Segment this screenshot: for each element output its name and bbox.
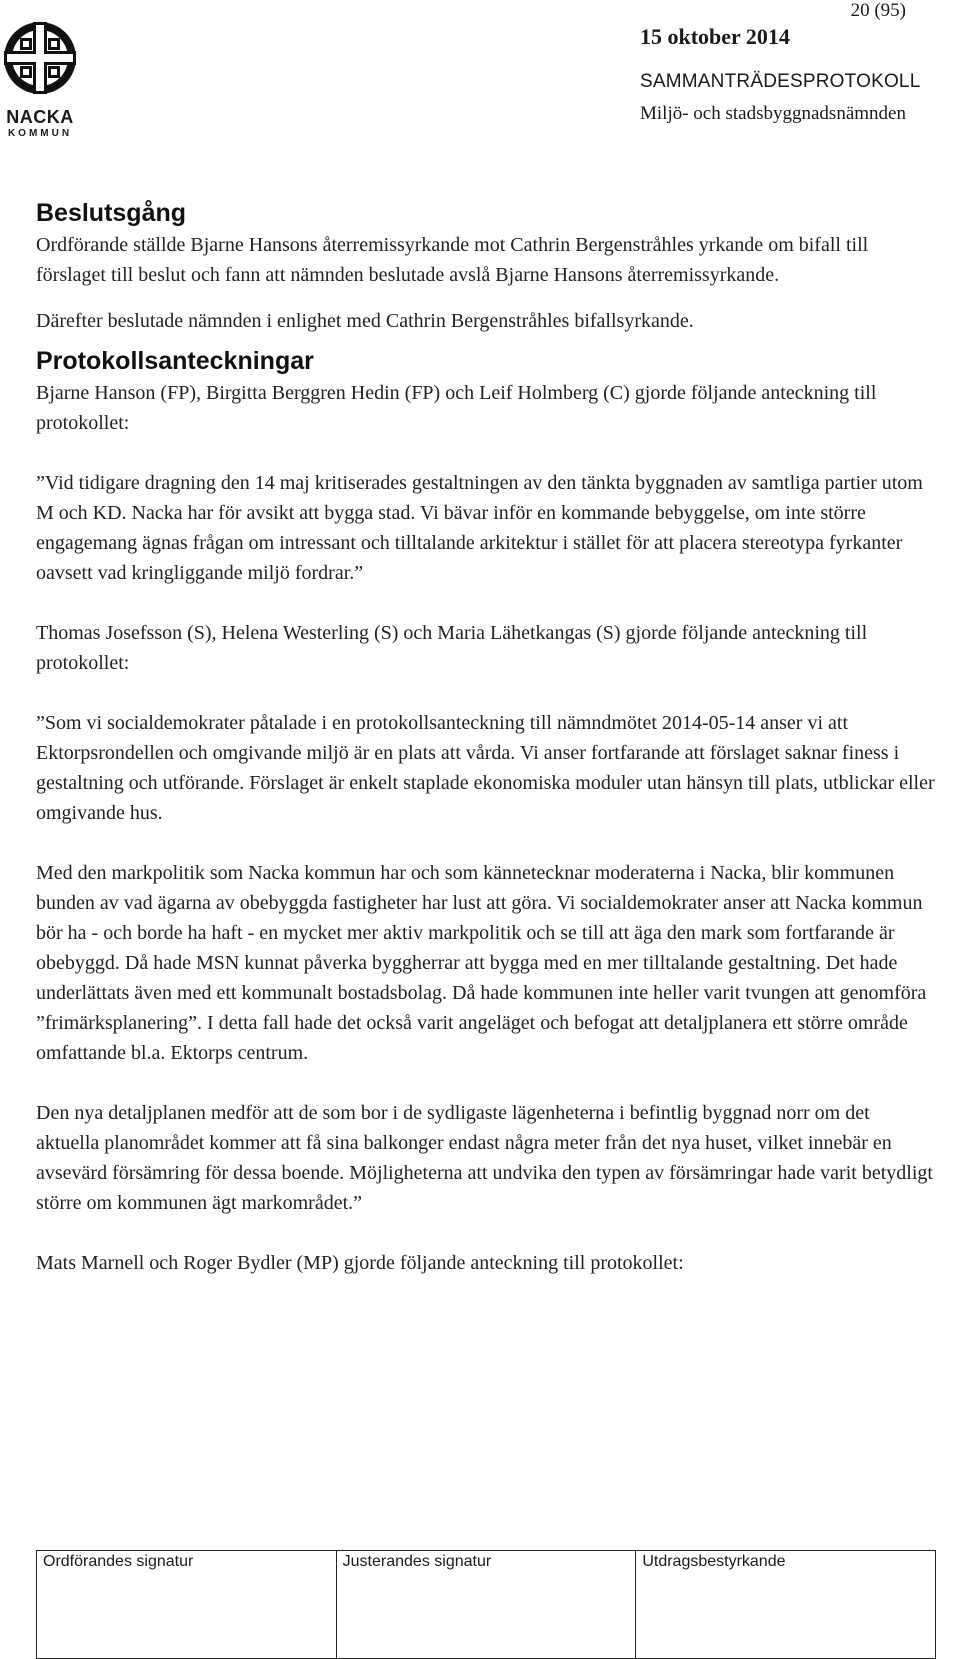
- paragraph: Bjarne Hanson (FP), Birgitta Berggren Hedin (FP) och Leif Holmberg (C) gjorde följande anteckning till protokollet:: [36, 382, 877, 434]
- quote-paragraph: Med den markpolitik som Nacka kommun har och som kännetecknar moderaterna i Nacka, blir kommunen bunden av vad ägarna av obebyggda fastigheter har lust att göra. Vi socialdemokrater anser att Nacka kommun bör ha - och borde ha haft - en mycket mer aktiv markpolitik och se till att äga den mark som fortfarande är obebyggd. Då hade MSN kunnat påverka byggherrar att bygga med en mer tilltalande gestaltning. Det hade underlättats även med ett kommunalt bostadsbolag. Då hade kommunen inte heller varit tvungen att genomföra ”frimärksplanering”. I detta fall hade det också varit angeläget och befogat att detaljplanera ett större område omfattande bl.a. Ektorps centrum.: [36, 862, 927, 1064]
- paragraph: Mats Marnell och Roger Bydler (MP) gjorde följande anteckning till protokollet:: [36, 1252, 684, 1274]
- nacka-emblem-icon: [0, 20, 80, 100]
- paragraph: Därefter beslutade nämnden i enlighet med Cathrin Bergenstråhles bifallsyrkande.: [36, 310, 694, 332]
- page-number: 20 (95): [850, 0, 906, 21]
- signature-cell-certification: Utdragsbestyrkande: [636, 1551, 936, 1659]
- logo-name: NACKA: [6, 107, 74, 127]
- section-heading-beslutsgang: Beslutsgång: [36, 199, 187, 227]
- document-body: [36, 196, 936, 1278]
- quote-paragraph: Den nya detaljplanen medför att de som bor i de sydligaste lägenheterna i befintlig byggnad norr om det aktuella planområdet kommer att få sina balkonger endast några meter från det nya huset, vilket innebär en avsevärd försämring för dessa boende. Möjligheterna att undvika den typen av försämringar hade varit betydligt större om kommunen ägt markområdet.”: [36, 1102, 933, 1214]
- logo-subtitle: KOMMUN: [7, 128, 73, 139]
- meeting-date: 15 oktober 2014: [640, 24, 790, 49]
- signature-cell-adjuster: Justerandes signatur: [336, 1551, 636, 1659]
- paragraph: Ordförande ställde Bjarne Hansons återremissyrkande mot Cathrin Bergenstråhles yrkande om bifall till förslaget till beslut och fann att nämnden beslutade avslå Bjarne Hansons återremissyrkande.: [36, 234, 869, 286]
- quote-paragraph: ”Som vi socialdemokrater påtalade i en protokollsanteckning till nämndmötet 2014-05-14 anser vi att Ektorpsrondellen och omgivande miljö är en plats att vårda. Vi anser fortfarande att förslaget saknar finess i gestaltning och utförande. Förslaget är enkelt staplade ekonomiska moduler utan hänsyn till plats, utblickar eller omgivande hus.: [36, 712, 935, 824]
- quote-paragraph: ”Vid tidigare dragning den 14 maj kritiserades gestaltningen av den tänkta byggnaden av samtliga partier utom M och KD. Nacka har för avsikt att bygga stad. Vi bävar inför en kommande bebyggelse, om inte större engagemang ägnas frågan om intressant och tilltalande arkitektur i stället för att placera stereotypa fyrkanter oavsett vad kringliggande miljö fordrar.”: [36, 472, 923, 584]
- committee-name: Miljö- och stadsbyggnadsnämnden: [640, 103, 906, 124]
- signature-table: [36, 1550, 936, 1659]
- paragraph: Thomas Josefsson (S), Helena Westerling (S) och Maria Lähetkangas (S) gjorde följande anteckning till protokollet:: [36, 622, 868, 674]
- document-type: SAMMANTRÄDESPROTOKOLL: [640, 71, 921, 92]
- signature-cell-chair: Ordförandes signatur: [37, 1551, 337, 1659]
- section-heading-protokollsanteckningar: Protokollsanteckningar: [36, 347, 314, 375]
- nacka-logo: [0, 20, 78, 139]
